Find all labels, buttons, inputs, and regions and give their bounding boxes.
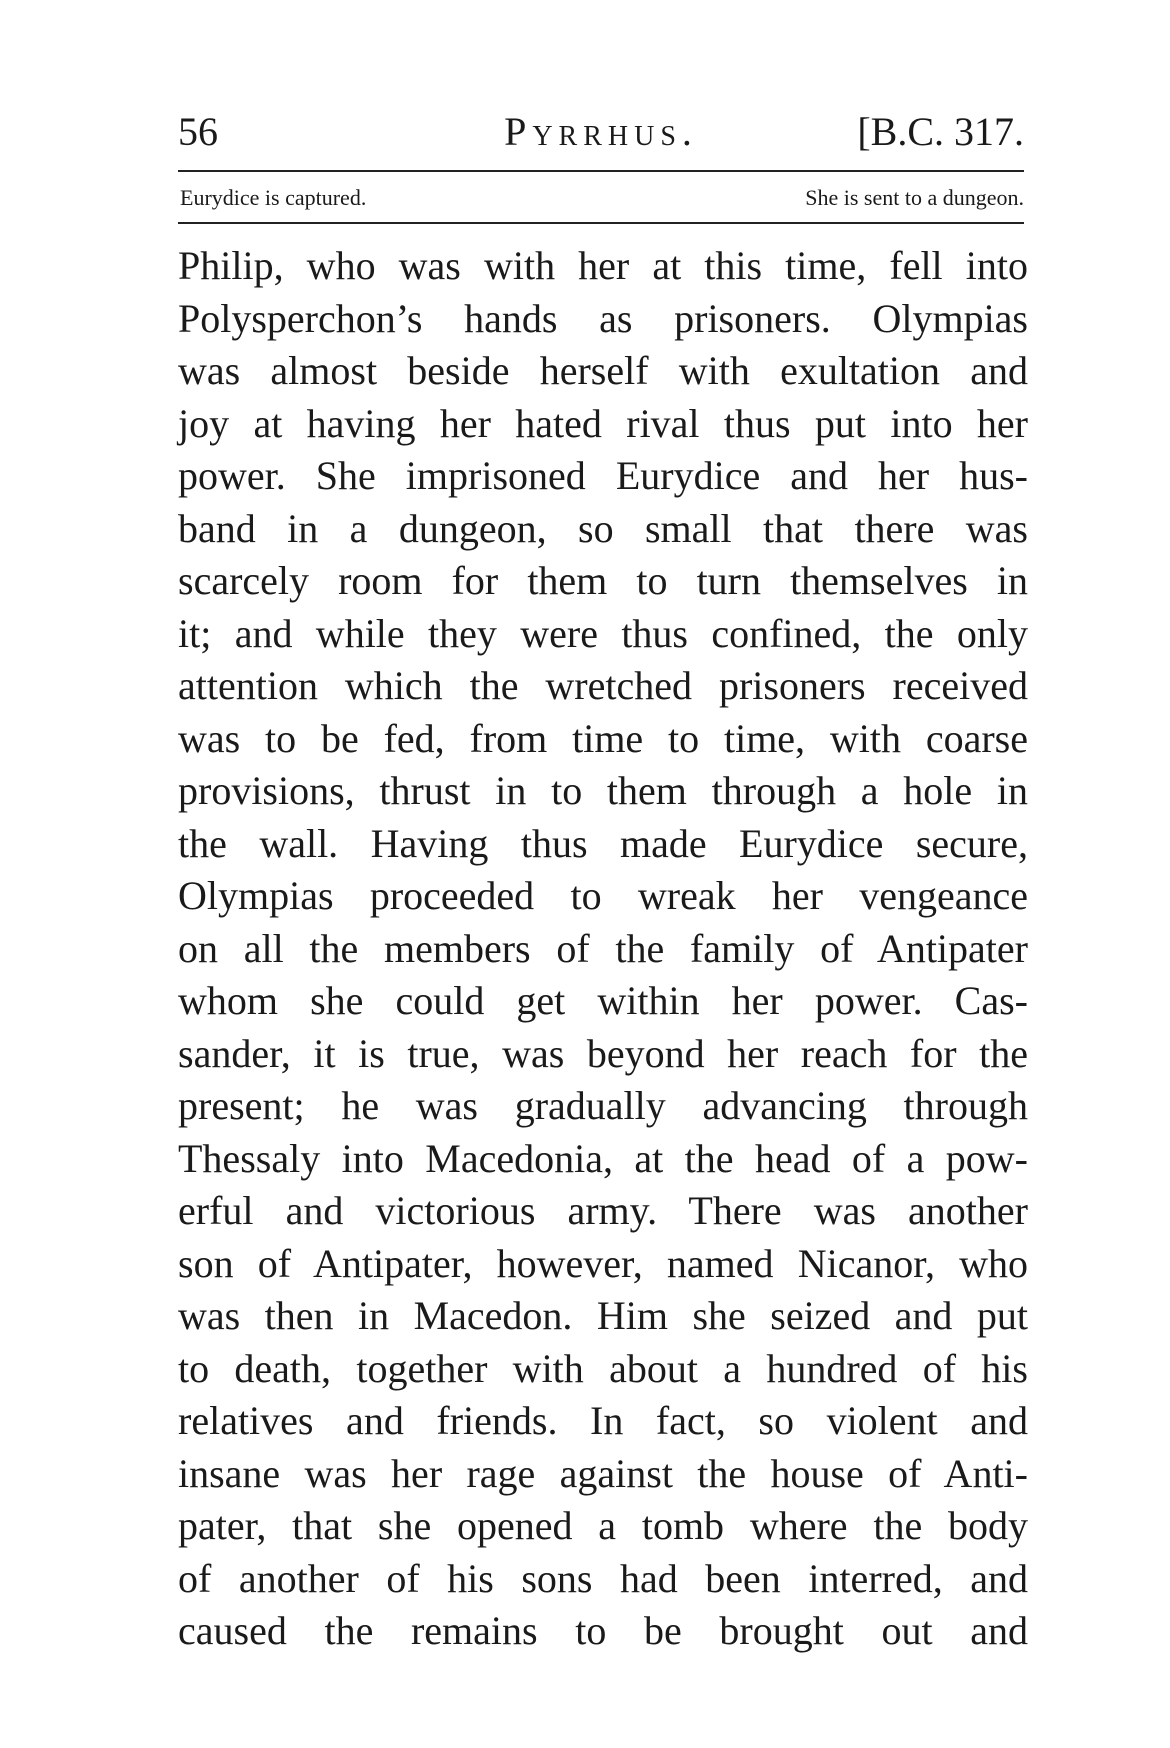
- text-line: it; and while they were thus confined, the only: [178, 610, 1028, 656]
- text-line: band in a dungeon, so small that there was: [178, 505, 1028, 551]
- text-line: relatives and friends. In fact, so violent and: [178, 1398, 1028, 1443]
- text-line: whom she could get within her power. Cas-: [178, 978, 1028, 1023]
- page-number: 56: [178, 109, 218, 154]
- marginal-summary: [178, 180, 1024, 216]
- text-line: Philip, who was with her at this time, fell into: [178, 243, 1028, 288]
- text-line: insane was her rage against the house of Anti-: [178, 1450, 1028, 1496]
- text-line: sander, it is true, was beyond her reach for the: [178, 1030, 1028, 1076]
- text-line: son of Antipater, however, named Nicanor, who: [178, 1240, 1028, 1286]
- text-line: pater, that she opened a tomb where the body: [178, 1503, 1028, 1548]
- text-line: power. She imprisoned Eurydice and her hus-: [178, 453, 1028, 498]
- running-head: [178, 104, 1024, 160]
- text-line: caused the remains to be brought out and: [178, 1608, 1028, 1653]
- text-line: provisions, thrust in to them through a hole in: [178, 768, 1028, 813]
- text-line: Thessaly into Macedonia, at the head of a pow-: [178, 1135, 1028, 1181]
- sidenote-right: She is sent to a dungeon.: [805, 185, 1024, 210]
- running-title: Pyrrhus.: [504, 109, 698, 154]
- header-rule-bottom: [178, 222, 1024, 224]
- text-line: present; he was gradually advancing through: [178, 1083, 1028, 1128]
- header-rule-top: [178, 170, 1024, 172]
- text-line: erful and victorious army. There was another: [178, 1188, 1028, 1233]
- text-line: of another of his sons had been interred, and: [178, 1555, 1028, 1601]
- text-line: was then in Macedon. Him she seized and put: [178, 1293, 1028, 1338]
- body-text: [178, 240, 1028, 1658]
- text-line: attention which the wretched prisoners received: [178, 663, 1028, 708]
- sidenote-left: Eurydice is captured.: [180, 185, 367, 210]
- text-line: was to be fed, from time to time, with coarse: [178, 715, 1028, 761]
- text-line: the wall. Having thus made Eurydice secure,: [178, 820, 1028, 866]
- text-line: Olympias proceeded to wreak her vengeance: [178, 873, 1028, 918]
- running-date: [B.C. 317.: [857, 109, 1024, 154]
- text-line: was almost beside herself with exultation and: [178, 348, 1028, 393]
- text-line: scarcely room for them to turn themselves in: [178, 558, 1028, 603]
- text-line: joy at having her hated rival thus put into her: [178, 400, 1028, 446]
- text-line: on all the members of the family of Antipater: [178, 925, 1028, 971]
- text-line: Polysperchon’s hands as prisoners. Olympias: [178, 295, 1028, 341]
- text-line: to death, together with about a hundred of his: [178, 1345, 1028, 1391]
